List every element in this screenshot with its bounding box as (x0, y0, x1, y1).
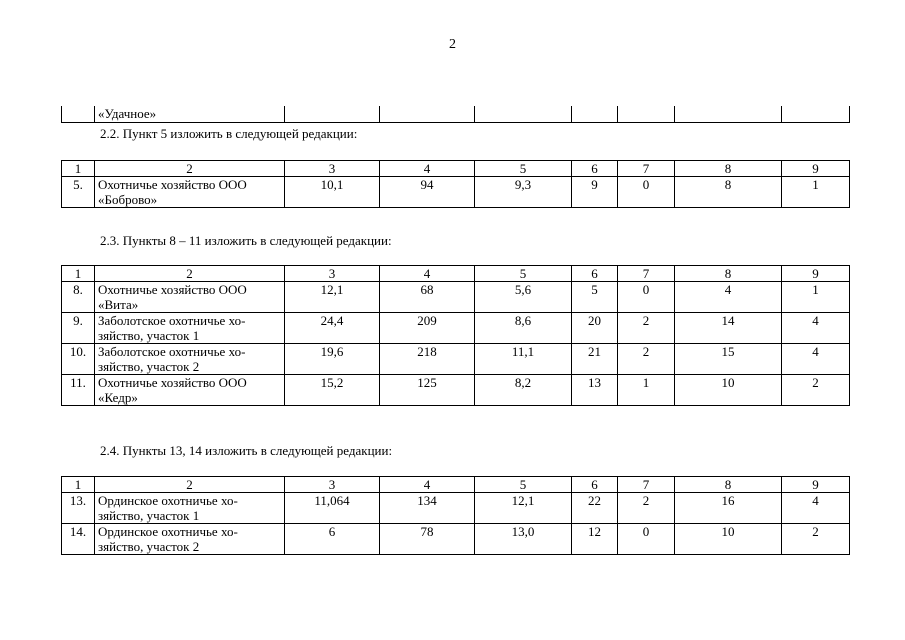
row-name (95, 313, 285, 344)
cell-c7: 2 (618, 493, 675, 524)
row-name-line1: Ординское охотничье хо- (98, 493, 238, 508)
cell-c4: 78 (380, 524, 475, 555)
table-row (62, 493, 850, 524)
table-row (62, 344, 850, 375)
table-row (62, 524, 850, 555)
cell-c6: 20 (572, 313, 618, 344)
cell-c5: 12,1 (475, 493, 572, 524)
header-cell: 1 (62, 161, 95, 177)
header-cell: 8 (675, 266, 782, 282)
row-name-line1: Заболотское охотничье хо- (98, 313, 246, 328)
cell-c9: 4 (782, 493, 850, 524)
table-cell (380, 106, 475, 123)
row-name-line2: зяйство, участок 2 (98, 359, 200, 374)
cell-c3: 15,2 (285, 375, 380, 406)
section-table (61, 265, 850, 406)
cell-c5: 8,2 (475, 375, 572, 406)
row-name-line2: зяйство, участок 2 (98, 539, 200, 554)
cell-c6: 12 (572, 524, 618, 555)
cell-c3: 10,1 (285, 177, 380, 208)
cell-c9: 4 (782, 313, 850, 344)
header-cell: 6 (572, 161, 618, 177)
row-name-line2: «Вита» (98, 297, 139, 312)
header-cell: 3 (285, 161, 380, 177)
header-cell: 9 (782, 266, 850, 282)
cell-c9: 1 (782, 282, 850, 313)
header-cell: 8 (675, 161, 782, 177)
row-name-line1: Охотничье хозяйство ООО (98, 177, 247, 192)
cell-c8: 4 (675, 282, 782, 313)
cell-c6: 5 (572, 282, 618, 313)
header-cell: 7 (618, 477, 675, 493)
cell-c8: 16 (675, 493, 782, 524)
cell-c6: 13 (572, 375, 618, 406)
table-row (62, 375, 850, 406)
row-number: 14. (62, 524, 95, 555)
header-cell: 2 (95, 161, 285, 177)
row-name (95, 344, 285, 375)
cell-c4: 134 (380, 493, 475, 524)
header-cell: 1 (62, 477, 95, 493)
cell-c7: 0 (618, 282, 675, 313)
table-header-row (62, 161, 850, 177)
cell-c8: 10 (675, 375, 782, 406)
section-table (61, 160, 850, 208)
header-cell: 9 (782, 161, 850, 177)
table-cell (675, 106, 782, 123)
cell-c4: 209 (380, 313, 475, 344)
table-row (62, 177, 850, 208)
section-caption: 2.3. Пункты 8 – 11 изложить в следующей редакции: (100, 233, 392, 248)
row-number: 9. (62, 313, 95, 344)
cell-c7: 0 (618, 524, 675, 555)
header-cell: 9 (782, 477, 850, 493)
header-cell: 6 (572, 266, 618, 282)
header-cell: 3 (285, 266, 380, 282)
cell-c9: 1 (782, 177, 850, 208)
table-cell-name: «Удачное» (95, 106, 285, 123)
cell-c8: 15 (675, 344, 782, 375)
table-cell (618, 106, 675, 123)
cell-c5: 8,6 (475, 313, 572, 344)
section-table (61, 476, 850, 555)
cell-c9: 2 (782, 524, 850, 555)
header-cell: 6 (572, 477, 618, 493)
row-number: 8. (62, 282, 95, 313)
row-number: 5. (62, 177, 95, 208)
cell-c6: 21 (572, 344, 618, 375)
row-name-line2: «Кедр» (98, 390, 138, 405)
cell-c5: 13,0 (475, 524, 572, 555)
cell-c4: 68 (380, 282, 475, 313)
row-number: 10. (62, 344, 95, 375)
header-cell: 4 (380, 161, 475, 177)
section-caption: 2.4. Пункты 13, 14 изложить в следующей редакции: (100, 443, 393, 458)
header-cell: 1 (62, 266, 95, 282)
continuation-table (61, 106, 850, 123)
row-name-line2: «Боброво» (98, 192, 158, 207)
cell-c6: 22 (572, 493, 618, 524)
header-cell: 2 (95, 477, 285, 493)
cell-c3: 11,064 (285, 493, 380, 524)
header-cell: 5 (475, 161, 572, 177)
row-name (95, 177, 285, 208)
table-row (62, 282, 850, 313)
cell-c5: 5,6 (475, 282, 572, 313)
header-cell: 4 (380, 477, 475, 493)
row-name (95, 375, 285, 406)
row-name-line1: Охотничье хозяйство ООО (98, 375, 247, 390)
cell-c3: 6 (285, 524, 380, 555)
cell-c3: 24,4 (285, 313, 380, 344)
row-number: 13. (62, 493, 95, 524)
table-header-row (62, 266, 850, 282)
table-cell (782, 106, 850, 123)
table-cell (572, 106, 618, 123)
header-cell: 4 (380, 266, 475, 282)
table-cell (62, 106, 95, 123)
cell-c5: 9,3 (475, 177, 572, 208)
cell-c4: 125 (380, 375, 475, 406)
row-number: 11. (62, 375, 95, 406)
section-caption: 2.2. Пункт 5 изложить в следующей редакции: (100, 126, 358, 141)
cell-c9: 2 (782, 375, 850, 406)
cell-c8: 14 (675, 313, 782, 344)
header-cell: 8 (675, 477, 782, 493)
row-name-line1: Заболотское охотничье хо- (98, 344, 246, 359)
header-cell: 3 (285, 477, 380, 493)
header-cell: 7 (618, 266, 675, 282)
table-cell (285, 106, 380, 123)
header-cell: 2 (95, 266, 285, 282)
cell-c3: 19,6 (285, 344, 380, 375)
cell-c9: 4 (782, 344, 850, 375)
page-number: 2 (449, 37, 456, 52)
table-header-row (62, 477, 850, 493)
row-name (95, 493, 285, 524)
cell-c7: 2 (618, 313, 675, 344)
table-row (62, 313, 850, 344)
cell-c7: 0 (618, 177, 675, 208)
row-name-line1: Ординское охотничье хо- (98, 524, 238, 539)
table-row (62, 106, 850, 123)
cell-c5: 11,1 (475, 344, 572, 375)
cell-c8: 8 (675, 177, 782, 208)
header-cell: 5 (475, 266, 572, 282)
cell-c8: 10 (675, 524, 782, 555)
table-cell (475, 106, 572, 123)
row-name-line2: зяйство, участок 1 (98, 508, 200, 523)
row-name (95, 524, 285, 555)
cell-c4: 218 (380, 344, 475, 375)
cell-c3: 12,1 (285, 282, 380, 313)
header-cell: 5 (475, 477, 572, 493)
cell-c7: 2 (618, 344, 675, 375)
cell-c7: 1 (618, 375, 675, 406)
cell-c6: 9 (572, 177, 618, 208)
header-cell: 7 (618, 161, 675, 177)
row-name-line1: Охотничье хозяйство ООО (98, 282, 247, 297)
row-name (95, 282, 285, 313)
row-name-line2: зяйство, участок 1 (98, 328, 200, 343)
cell-c4: 94 (380, 177, 475, 208)
